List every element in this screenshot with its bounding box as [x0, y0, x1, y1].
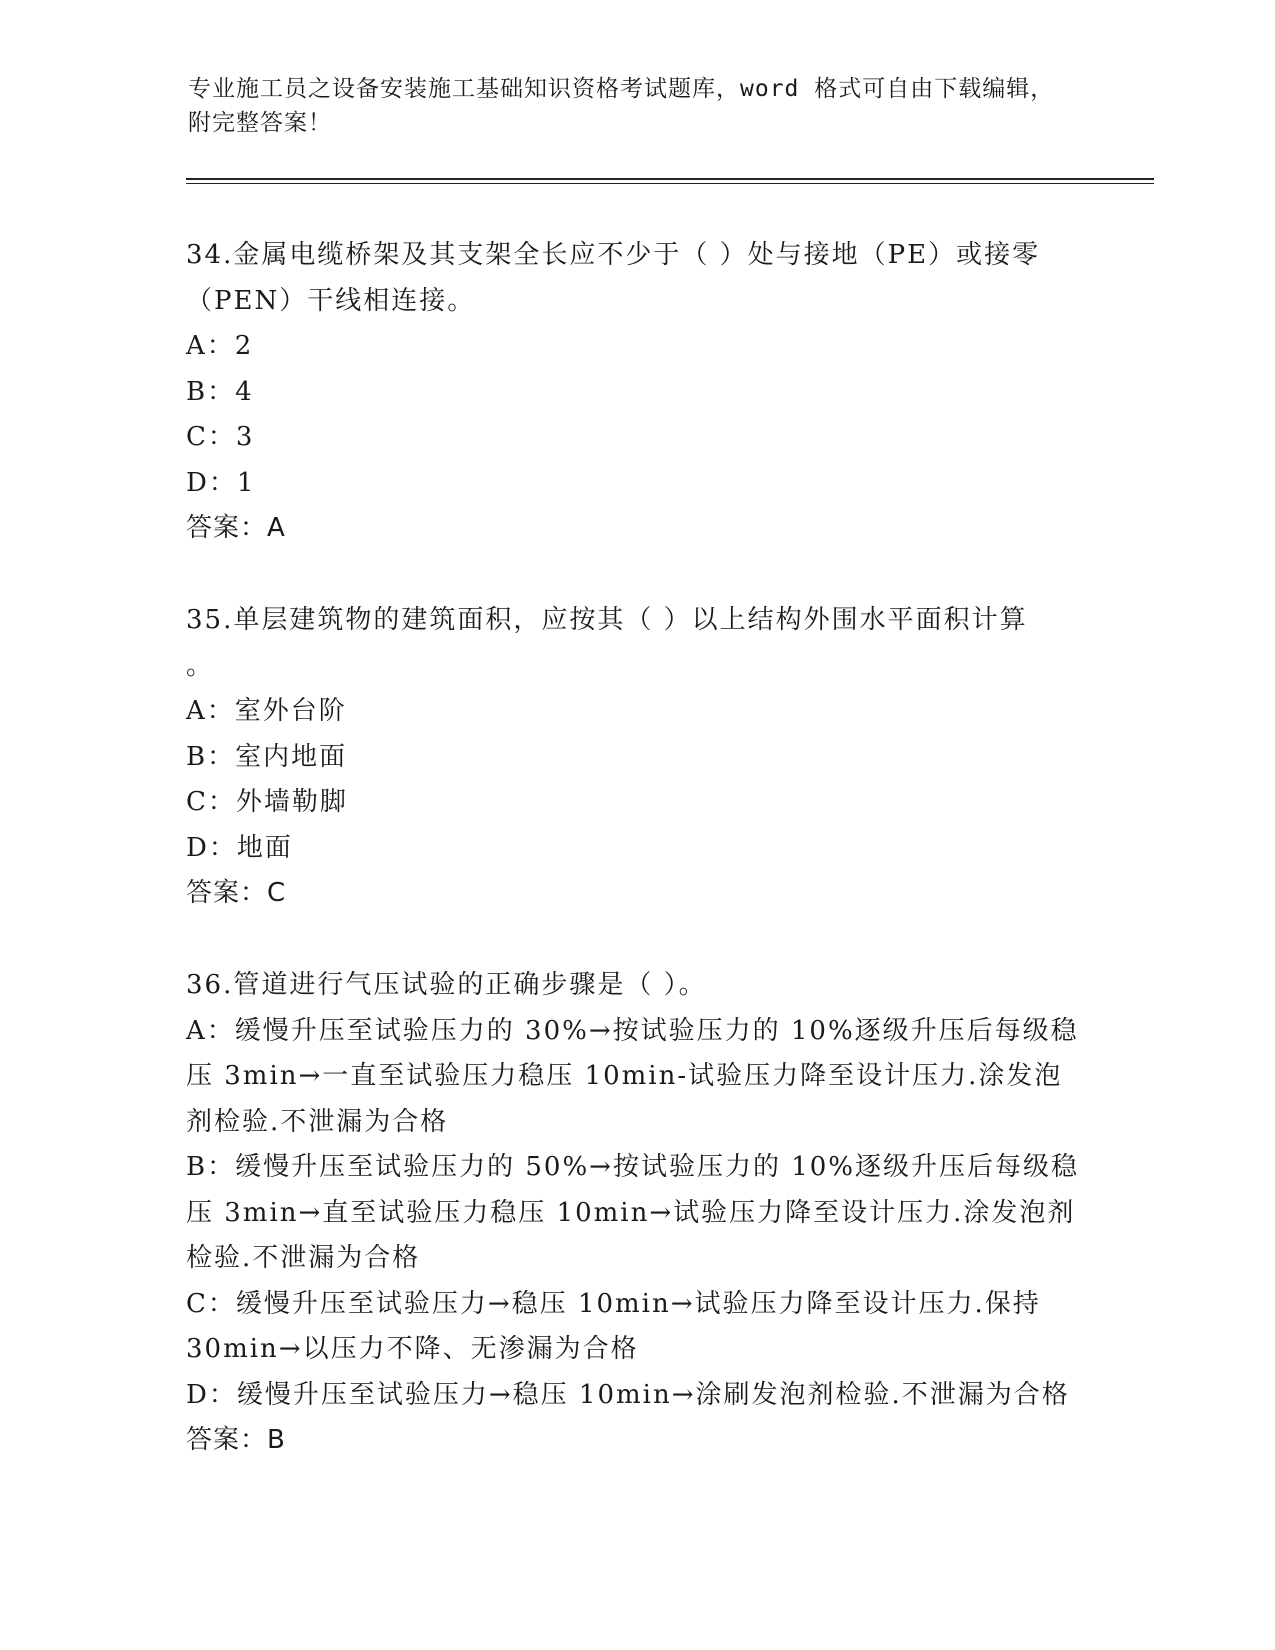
header-line-2: 附完整答案！ [188, 110, 332, 136]
option-a-line-3: 剂检验.不泄漏为合格 [186, 1106, 449, 1137]
option-d: D：1 [186, 467, 256, 498]
option-d-line-1: D：缓慢升压至试验压力→稳压 10min→涂刷发泡剂检验.不泄漏为合格 [186, 1379, 1070, 1410]
option-b-line-1: B：缓慢升压至试验压力的 50%→按试验压力的 10%逐级升压后每级稳 [186, 1152, 1079, 1182]
option-a: A：室外台阶 [186, 696, 347, 726]
option-a: A：2 [186, 331, 254, 361]
question-stem: 35.单层建筑物的建筑面积，应按其（ ）以上结构外围水平面积计算 [186, 605, 1028, 635]
header-divider-thin [186, 183, 1154, 184]
option-b-line-2: 压 3min→直至试验压力稳压 10min→试验压力降至设计压力.涂发泡剂 [186, 1197, 1076, 1228]
question-stem-continued: （PEN）干线相连接。 [186, 285, 476, 316]
option-b: B：4 [186, 376, 254, 407]
option-d: D：地面 [186, 832, 293, 863]
header-divider-thick [186, 178, 1154, 180]
document-header [188, 72, 1088, 140]
question-36 [186, 963, 1086, 1464]
answer-line: 答案：C [186, 878, 287, 908]
answer-line: 答案：B [186, 1425, 286, 1455]
option-a-line-1: A：缓慢升压至试验压力的 30%→按试验压力的 10%逐级升压后每级稳 [186, 1015, 1079, 1046]
question-34 [186, 233, 1086, 552]
option-b: B：室内地面 [186, 741, 348, 772]
header-line-1: 专业施工员之设备安装施工基础知识资格考试题库，word 格式可自由下载编辑， [188, 76, 1055, 102]
option-c: C：外墙勒脚 [186, 787, 348, 817]
question-stem: 34.金属电缆桥架及其支架全长应不少于（ ）处与接地（PE）或接零 [186, 240, 1041, 270]
option-a-line-2: 压 3min→一直至试验压力稳压 10min-试验压力降至设计压力.涂发泡 [186, 1061, 1063, 1091]
question-35 [186, 598, 1086, 917]
option-c: C：3 [186, 422, 255, 452]
option-b-line-3: 检验.不泄漏为合格 [186, 1243, 421, 1273]
question-stem: 36.管道进行气压试验的正确步骤是（ ）。 [186, 970, 707, 1000]
answer-line: 答案：A [186, 513, 286, 543]
question-stem-continued: 。 [186, 650, 215, 681]
option-c-line-2: 30min→以压力不降、无渗漏为合格 [186, 1334, 639, 1364]
option-c-line-1: C：缓慢升压至试验压力→稳压 10min→试验压力降至设计压力.保持 [186, 1288, 1041, 1319]
